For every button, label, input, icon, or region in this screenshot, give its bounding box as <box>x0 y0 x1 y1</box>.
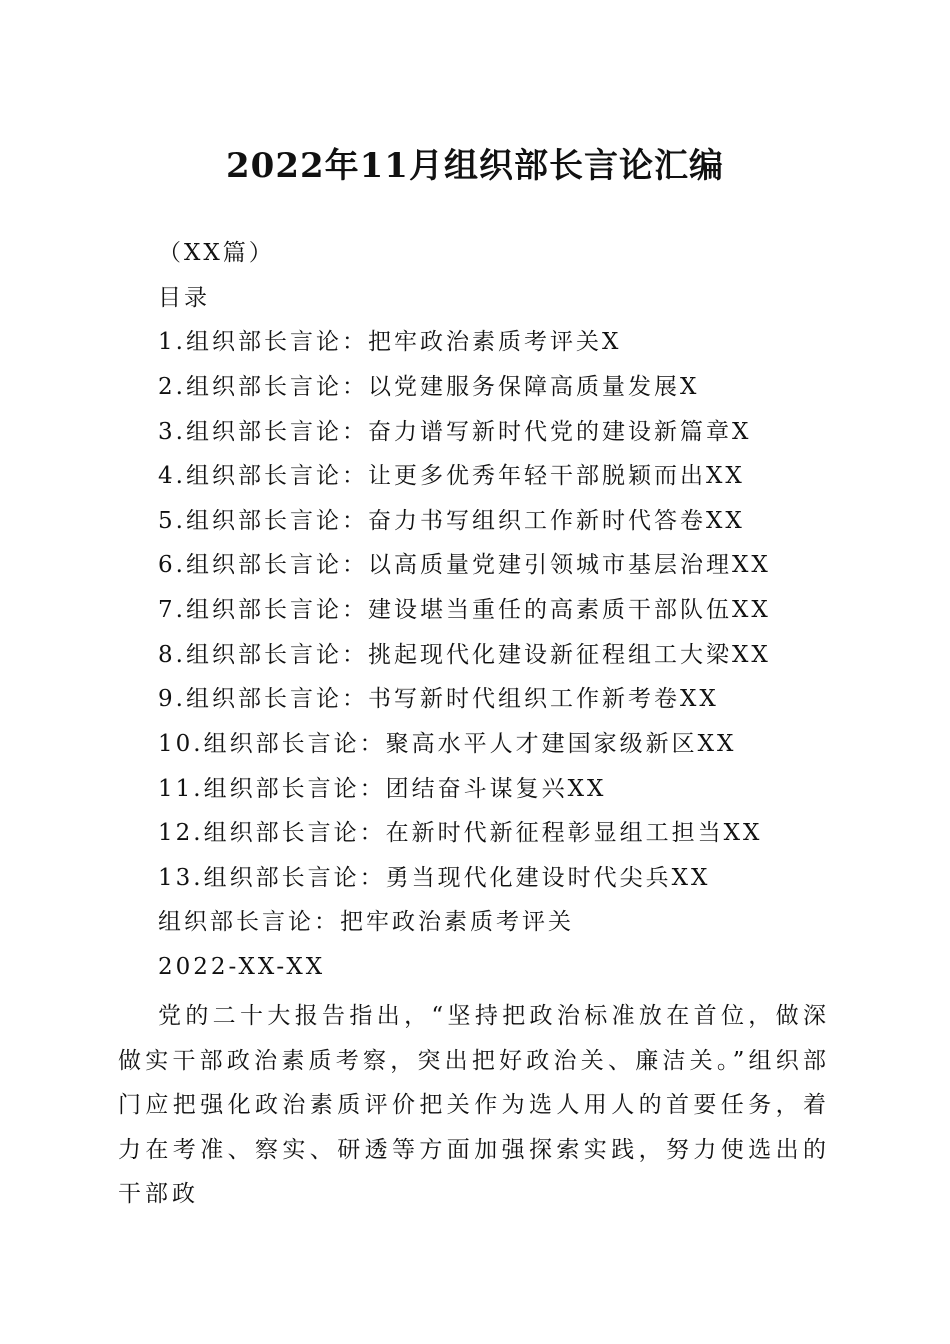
article-date: 2022-XX-XX <box>158 954 326 980</box>
toc-heading: 目录 <box>158 285 210 311</box>
toc-item: 8.组织部长言论：挑起现代化建设新征程组工大梁XX <box>158 642 771 668</box>
toc-item: 6.组织部长言论：以高质量党建引领城市基层治理XX <box>158 552 771 578</box>
toc-item: 2.组织部长言论：以党建服务保障高质量发展X <box>158 374 700 400</box>
toc-item: 10.组织部长言论：聚高水平人才建国家级新区XX <box>158 731 737 757</box>
article-body: 党的二十大报告指出，“坚持把政治标准放在首位，做深做实干部政治素质考察，突出把好政治关、廉洁关。”组织部门应把强化政治素质评价把关作为选人用人的首要任务，着力在考准、察实、研透等方面加强探索实践，努力使选出的干部政 <box>118 1003 830 1207</box>
toc-item: 9.组织部长言论：书写新时代组织工作新考卷XX <box>158 686 719 712</box>
article-title: 组织部长言论：把牢政治素质考评关 <box>158 909 574 935</box>
toc-item: 11.组织部长言论：团结奋斗谋复兴XX <box>158 776 607 802</box>
toc-item: 12.组织部长言论：在新时代新征程彰显组工担当XX <box>158 820 763 846</box>
count-note: （XX篇） <box>158 240 275 266</box>
toc-item: 1.组织部长言论：把牢政治素质考评关X <box>158 329 622 355</box>
document-title: 2022年11月组织部长言论汇编 <box>226 146 724 186</box>
toc-item: 4.组织部长言论：让更多优秀年轻干部脱颖而出XX <box>158 463 745 489</box>
toc-item: 3.组织部长言论：奋力谱写新时代党的建设新篇章X <box>158 419 752 445</box>
toc-item: 13.组织部长言论：勇当现代化建设时代尖兵XX <box>158 865 711 891</box>
toc-item: 7.组织部长言论：建设堪当重任的高素质干部队伍XX <box>158 597 771 623</box>
toc-item: 5.组织部长言论：奋力书写组织工作新时代答卷XX <box>158 508 745 534</box>
